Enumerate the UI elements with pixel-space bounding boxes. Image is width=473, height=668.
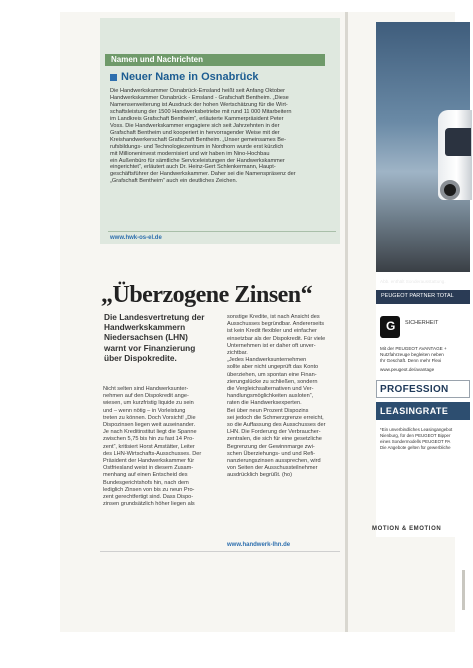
shield-letter: G bbox=[386, 319, 396, 333]
article-line: zent gerechtfertigt sind. Dass Dispo- bbox=[103, 494, 194, 501]
news-line: eingerichtet“, erläutert auch Dr. Heinz-Gert Schlenkermann, Haupt- bbox=[110, 164, 276, 171]
ad-footnote-line: *Ein unverbindliches Leasingangebot bbox=[380, 427, 453, 432]
news-line: Grafschaft Bentheim und kooperiert in hervorragender Weise mit der bbox=[110, 129, 280, 136]
divider bbox=[108, 231, 336, 232]
deck-line: Handwerkskammern bbox=[104, 322, 186, 333]
article-line: Dispozinsen liegen weit auseinander. bbox=[103, 422, 196, 429]
article-line: von Seiten der Ausschussteilnehmer bbox=[227, 465, 318, 472]
deck-line: Die Landesvertretung der bbox=[104, 312, 205, 322]
news-line: Kreishandwerkerschaft Grafschaft Bentheim. „Unser gemeinsames Be- bbox=[110, 136, 286, 143]
news-link[interactable]: www.hwk-os-el.de bbox=[110, 235, 162, 241]
article-line: und – wenn nötig – in Vorleistung bbox=[103, 407, 186, 414]
divider bbox=[100, 551, 340, 552]
article-line: menhang auf einen Entscheid des bbox=[103, 472, 188, 479]
article-line: raten die Handwerksexperten. bbox=[227, 400, 302, 407]
news-line: schaftsleistung der 1500 Handwerksbetriebe mit rund 11 000 Mitarbeitern bbox=[110, 108, 292, 115]
article-line: „Jedes Handwerksunternehmen bbox=[227, 357, 307, 364]
article-line: Unternehmen ist er daher oft unver- bbox=[227, 342, 316, 349]
article-line: Nicht selten sind Handwerksunter- bbox=[103, 386, 189, 392]
ad-brandline bbox=[376, 290, 470, 304]
ad-footnote-line: eines Sondermodells PEUGEOT PA bbox=[380, 439, 451, 444]
article-line: Ausschusses begründbar. Andererseits bbox=[227, 321, 325, 328]
article-line: sollte aber nicht ungeprüft das Konto bbox=[227, 364, 319, 371]
article-line: treten zu können. Doch Vorsicht! „Die bbox=[103, 414, 196, 421]
deck-line: warnt vor Finanzierung bbox=[104, 342, 196, 353]
article-line: des LHN-Wirtschafts-Ausschusses. Der bbox=[103, 450, 202, 457]
article-line: zent“, kritisiert Horst Amstätter, Leiter bbox=[103, 443, 195, 450]
ad-line: Nutzfahrzeuge begleiten neben bbox=[380, 352, 444, 358]
article-line: nanzierungszinsen aussprechen, wird bbox=[227, 458, 321, 465]
article-line: ist kein Kredit flexibler und einfacher bbox=[227, 328, 317, 335]
news-line: mit Millioneninvest modernisiert und wir haben im Nino-Hochbau bbox=[110, 150, 270, 157]
ad-profession-box bbox=[376, 380, 470, 398]
article-line: nehmen auf den Dispokredit ange- bbox=[103, 393, 189, 400]
article-line: zichtbar. bbox=[227, 350, 248, 357]
ad-smallprint: Abb. enthält Sonderausstattung. bbox=[380, 279, 446, 284]
news-line: geschäftsführer der Handwerkskammer. Daher sei die Namenspräsenz der bbox=[110, 171, 296, 178]
article-line: zinsen grundsätzlich höher liegen als bbox=[103, 501, 195, 508]
news-line: „Grafschaft Bentheim“ auch ein deutliches Zeichen. bbox=[110, 178, 238, 185]
ad-footnote-line: Nienburg, für den PEUGEOT Bipper bbox=[380, 433, 451, 438]
article-line: Bundesgerichtshofs hin, nach dem bbox=[103, 479, 189, 486]
wheel-icon bbox=[440, 180, 460, 200]
news-line: Handwerkskammer Osnabrück - Emsland - Grafschaft Bentheim. „Diese bbox=[110, 94, 289, 101]
column-gutter bbox=[345, 12, 348, 632]
news-line: rufsbildungs- und Technologiezentrum in Nordhorn wurde erst kürzlich bbox=[110, 143, 284, 150]
article-line: sei jedoch die Schmerzgrenze erreicht, bbox=[227, 414, 324, 421]
news-line: Voss. Die Handwerkskammer engagiere sich seit Jahrzehnten in der bbox=[110, 122, 280, 129]
news-line: ein Außenbüro für sämtliche Serviceleistungen der Handwerkskammer bbox=[110, 157, 285, 164]
article-line: Begrenzung der Gewinnmarge zwi- bbox=[227, 443, 315, 450]
article-line: Je nach Kreditinstitut liegt die Spanne bbox=[103, 429, 197, 436]
page-edge-mark bbox=[462, 570, 465, 610]
ad-footnote-line: Die Angebote gelten für gewerbliche bbox=[380, 445, 451, 450]
ad-link[interactable]: www.peugeot.de/avantage bbox=[380, 367, 435, 372]
ad-slogan: MOTION & EMOTION bbox=[372, 526, 442, 532]
square-bullet-icon bbox=[110, 74, 117, 81]
article-column-left bbox=[103, 386, 218, 508]
article-line: sonstige Kredite, ist nach Ansicht des bbox=[227, 314, 320, 320]
article-deck bbox=[104, 312, 219, 363]
ad-line: Ihr Geschäft. Denn mehr Flexi bbox=[380, 358, 442, 364]
article-link[interactable]: www.handwerk-lhn.de bbox=[227, 542, 291, 548]
news-line: im Landkreis Grafschaft Bentheim“, erläuterte Kammerpräsident Peter bbox=[110, 115, 284, 122]
news-line: Namenserweiterung ist Ausdruck der hohen Wertschätzung für die Wirt- bbox=[110, 101, 288, 108]
ad-security-label: SICHERHEIT bbox=[405, 320, 439, 326]
van-window bbox=[445, 128, 471, 156]
article-line: Ostfriesland weist in diesem Zusam- bbox=[103, 465, 194, 472]
ad-leasingrate-box bbox=[376, 402, 470, 420]
article-line: zentralen, die sich für eine gesetzliche bbox=[227, 436, 322, 443]
article-line: schen Überziehungs- und und Refi- bbox=[227, 450, 315, 457]
ad-line: Mit der PEUGEOT AVANTAGE + bbox=[380, 346, 447, 351]
article-line: lediglich Zinsen von bis zu neun Pro- bbox=[103, 486, 195, 493]
ad-profession-text: PROFESSION bbox=[380, 384, 449, 395]
article-line: Bei über neun Prozent Dispozins bbox=[227, 407, 309, 414]
ad-leasingrate-text: LEASINGRATE bbox=[380, 406, 449, 416]
ad-text bbox=[380, 346, 470, 364]
article-column-right bbox=[227, 314, 342, 480]
article-line: überziehen, um spontan eine Finan- bbox=[227, 371, 317, 378]
news-title-row bbox=[110, 70, 335, 84]
article-headline: „Überzogene Zinsen“ bbox=[101, 282, 313, 308]
article-line: zwischen 5,75 bis hin zu fast 14 Pro- bbox=[103, 436, 195, 443]
article-line: ausdrücklich begrüßt. (ho) bbox=[227, 472, 292, 479]
article-line: zierungslücke zu schließen, sondern bbox=[227, 378, 318, 385]
ad-brandline-text: PEUGEOT PARTNER TOTAL bbox=[381, 293, 454, 299]
article-line: Präsident der Handwerkskammer für bbox=[103, 458, 195, 465]
deck-line: über Dispokredite. bbox=[104, 352, 177, 363]
article-line: die Vergleichsalternativen und Ver- bbox=[227, 386, 314, 393]
deck-line: Niedersachsen (LHN) bbox=[104, 332, 188, 343]
news-body bbox=[110, 88, 336, 185]
article-line: so die Auffassung des Ausschusses der bbox=[227, 422, 326, 429]
article-line: LHN. Die Forderung der Verbraucher- bbox=[227, 429, 321, 436]
news-title: Neuer Name in Osnabrück bbox=[121, 71, 259, 83]
ad-footnote bbox=[380, 427, 470, 451]
article-line: einsetzbar als der Dispokredit. Für viele bbox=[227, 335, 326, 342]
article-line: handlungsmöglichkeiten ausloten“, bbox=[227, 393, 314, 400]
article-line: wiesen, um kurzfristig liquide zu sein bbox=[103, 400, 194, 407]
news-line: Die Handwerkskammer Osnabrück-Emsland heißt seit Anfang Oktober bbox=[110, 88, 286, 94]
section-label: Namen und Nachrichten bbox=[105, 54, 325, 66]
